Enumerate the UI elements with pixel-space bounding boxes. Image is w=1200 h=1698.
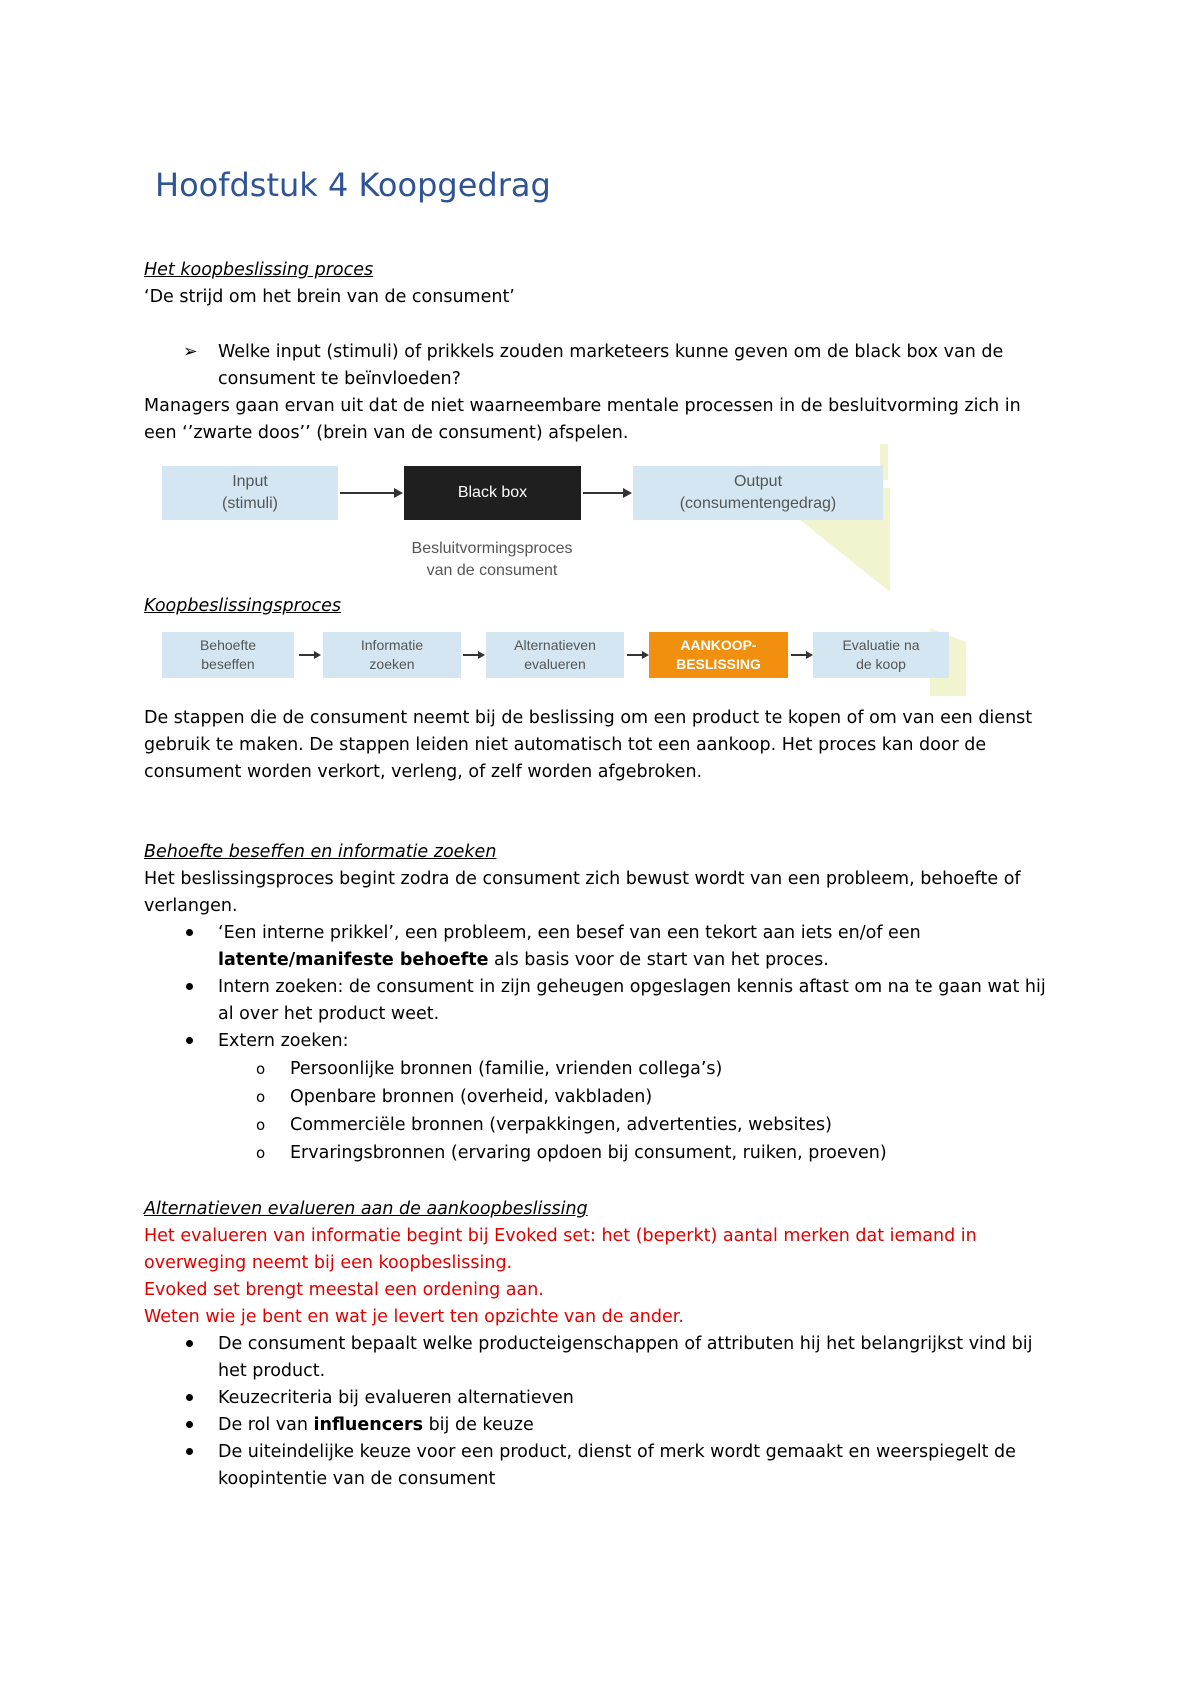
- bold-term: influencers: [313, 1415, 423, 1435]
- sub-bullet-icon: o: [256, 1116, 266, 1134]
- page-title: Hoofdstuk 4 Koopgedrag: [155, 166, 551, 204]
- sub-item-4: Ervaringsbronnen (ervaring opdoen bij consument, ruiken, proeven): [290, 1143, 887, 1163]
- step-sublabel: BESLISSING: [676, 656, 761, 672]
- sub-bullet-icon: o: [256, 1144, 266, 1162]
- sub-item-2: Openbare bronnen (overheid, vakbladen): [290, 1087, 653, 1107]
- input-box: [162, 466, 338, 520]
- arrow-right-icon: [626, 649, 650, 661]
- step-sublabel: de koop: [856, 656, 906, 672]
- arrow-item-line2: consument te beïnvloeden?: [218, 369, 461, 389]
- black-box: Black box: [404, 466, 581, 520]
- eval-bullet-3: [218, 1412, 534, 1439]
- intro-line1: Het beslissingsproces begint zodra de consument zich bewust wordt van een probleem, behoefte of: [144, 869, 1021, 889]
- section-heading-alternatieven: Alternatieven evalueren aan de aankoopbeslissing: [144, 1199, 588, 1219]
- bullet-icon: [186, 1394, 193, 1401]
- sub-item-1: Persoonlijke bronnen (familie, vrienden collega’s): [290, 1059, 723, 1079]
- bullet-icon: [186, 1037, 193, 1044]
- step-label: Alternatieven: [514, 637, 596, 653]
- bullet-item-2-line1: Intern zoeken: de consument in zijn geheugen opgeslagen kennis aftast om na te gaan wat hij: [218, 977, 1046, 997]
- bullet-item-3: Extern zoeken:: [218, 1031, 349, 1051]
- eval-bullet-3-pre: De rol van: [218, 1415, 314, 1435]
- red-line3: Evoked set brengt meestal een ordening aan.: [144, 1280, 544, 1300]
- eval-bullet-1-line1: De consument bepaalt welke producteigenschappen of attributen hij het belangrijkst vind bij: [218, 1334, 1033, 1354]
- step-behoefte-beseffen: [162, 632, 294, 678]
- input-sublabel: (stimuli): [222, 495, 278, 512]
- step-label: Informatie: [360, 637, 424, 653]
- step-label: Behoefte: [199, 637, 257, 653]
- arrow-item-line1: Welke input (stimuli) of prikkels zouden marketeers kunne geven om de black box van de: [218, 342, 1004, 362]
- input-label: Input: [232, 473, 268, 490]
- diagram-caption-line1: Besluitvormingsproces: [411, 540, 573, 557]
- steps-paragraph-line1: De stappen die de consument neemt bij de beslissing om een product te kopen of om van een dienst: [144, 708, 1033, 728]
- arrow-right-icon: [338, 486, 404, 500]
- step-sublabel: beseffen: [201, 656, 255, 672]
- bullet-item-1-line1: ‘Een interne prikkel’, een probleem, een besef van een tekort aan iets en/of een: [218, 923, 921, 943]
- eval-bullet-4-line2: koopintentie van de consument: [218, 1469, 496, 1489]
- bullet-item-1-rest: als basis voor de start van het proces.: [488, 950, 829, 970]
- output-sublabel: (consumentengedrag): [679, 495, 837, 512]
- paragraph-line1: Managers gaan ervan uit dat de niet waarneembare mentale processen in de besluitvorming zich in: [144, 396, 1021, 416]
- sub-item-3: Commerciële bronnen (verpakkingen, advertenties, websites): [290, 1115, 832, 1135]
- paragraph-line2: een ‘’zwarte doos’’ (brein van de consument) afspelen.: [144, 423, 629, 443]
- arrow-right-icon: [298, 649, 322, 661]
- bullet-icon: [186, 929, 193, 936]
- arrow-right-icon: [462, 649, 486, 661]
- section-heading-koopbeslissing: Het koopbeslissing proces: [144, 260, 374, 280]
- output-box: [633, 466, 883, 520]
- step-aankoop-beslissing: [649, 632, 788, 678]
- step-label: Evaluatie na: [842, 637, 920, 653]
- section-heading-behoefte: Behoefte beseffen en informatie zoeken: [144, 842, 497, 862]
- eval-bullet-1-line2: het product.: [218, 1361, 326, 1381]
- step-sublabel: zoeken: [369, 656, 415, 672]
- red-line2: overweging neemt bij een koopbeslissing.: [144, 1253, 513, 1273]
- section-heading-koopbeslissingsproces: Koopbeslissingsproces: [144, 596, 342, 616]
- step-label: AANKOOP-: [680, 637, 757, 653]
- eval-bullet-3-post: bij de keuze: [423, 1415, 534, 1435]
- bullet-item-2-line2: al over het product weet.: [218, 1004, 440, 1024]
- steps-paragraph-line3: consument worden verkort, verleng, of zelf worden afgebroken.: [144, 762, 703, 782]
- eval-bullet-2: Keuzecriteria bij evalueren alternatieven: [218, 1388, 574, 1408]
- step-informatie-zoeken: [323, 632, 461, 678]
- eval-bullet-4-line1: De uiteindelijke keuze voor een product, dienst of merk wordt gemaakt en weerspiegelt de: [218, 1442, 1016, 1462]
- sub-bullet-icon: o: [256, 1088, 266, 1106]
- step-alternatieven-evalueren: [486, 632, 624, 678]
- steps-paragraph-line2: gebruik te maken. De stappen leiden niet automatisch tot een aankoop. Het proces kan door de: [144, 735, 987, 755]
- bullet-item-1-line2: [218, 947, 829, 974]
- red-line4: Weten wie je bent en wat je levert ten opzichte van de ander.: [144, 1307, 684, 1327]
- arrow-bullet-icon: ➢: [183, 342, 198, 362]
- arrow-right-icon: [790, 649, 814, 661]
- step-evaluatie-na-de-koop: [813, 632, 949, 678]
- bullet-icon: [186, 1340, 193, 1347]
- sub-bullet-icon: o: [256, 1060, 266, 1078]
- intro-line2: verlangen.: [144, 896, 238, 916]
- arrow-right-icon: [581, 486, 633, 500]
- bold-term: latente/manifeste behoefte: [218, 950, 489, 970]
- bullet-icon: [186, 1448, 193, 1455]
- bullet-icon: [186, 1421, 193, 1428]
- quote-text: ‘De strijd om het brein van de consument’: [144, 287, 515, 307]
- step-sublabel: evalueren: [524, 656, 586, 672]
- bullet-icon: [186, 983, 193, 990]
- red-line1: Het evalueren van informatie begint bij Evoked set: het (beperkt) aantal merken dat iemand in: [144, 1226, 977, 1246]
- output-label: Output: [733, 473, 783, 490]
- diagram-caption-line2: van de consument: [426, 562, 558, 579]
